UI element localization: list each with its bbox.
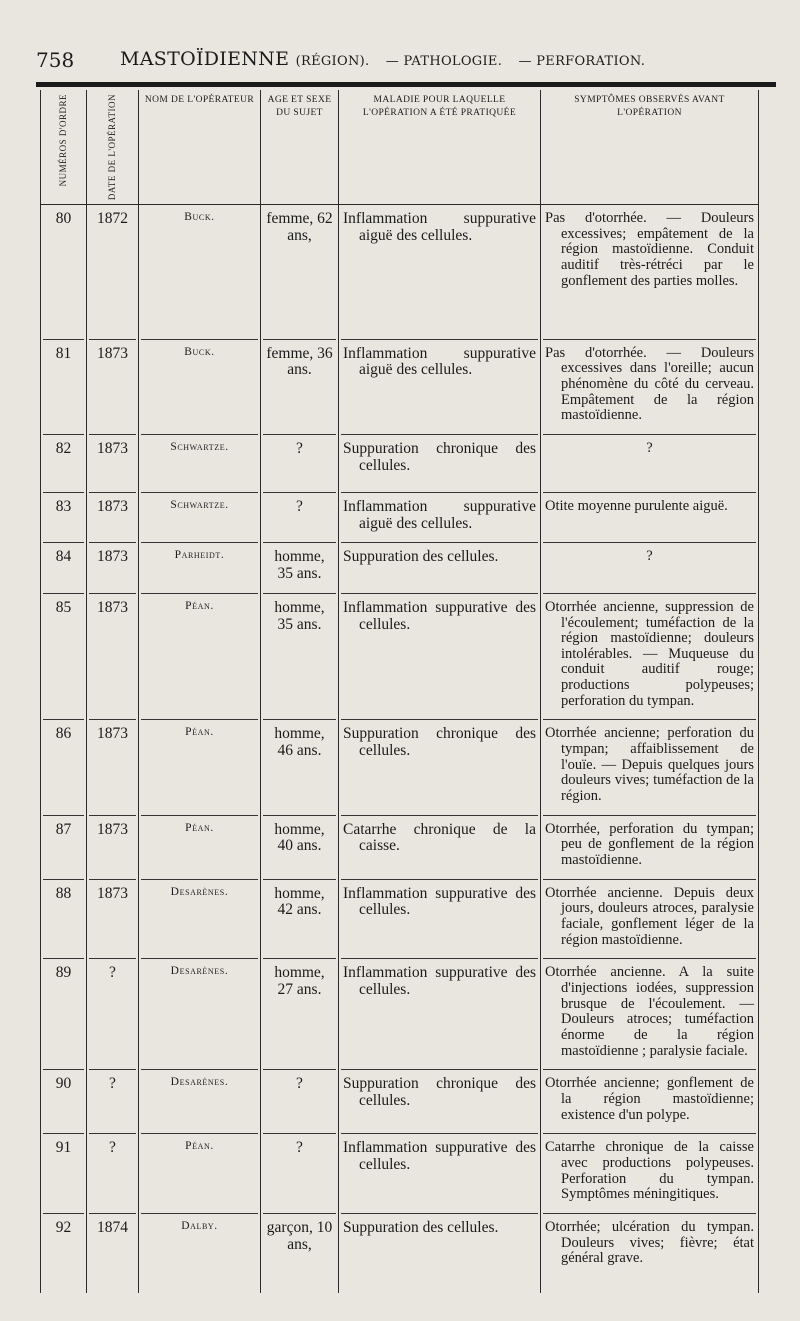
cell-numero: 91 [41, 1127, 87, 1207]
cell-symptomes: Otorrhée ancienne; gonflement de la région mastoïdienne; existence d'un polype. [541, 1063, 759, 1127]
table-row [41, 333, 759, 428]
cell-numero: 87 [41, 809, 87, 873]
cell-symptomes: ? [541, 536, 759, 586]
cell-operateur: Péan. [139, 587, 261, 714]
cell-date: 1873 [87, 809, 139, 873]
cell-maladie: Suppuration chronique des cellules. [339, 713, 541, 808]
table-row [41, 205, 759, 333]
table-row [41, 486, 759, 536]
cell-numero: 85 [41, 587, 87, 714]
page-number: 758 [36, 48, 75, 72]
cell-age-sexe: ? [261, 1063, 339, 1127]
cell-symptomes: ? [541, 428, 759, 486]
table-row [41, 1127, 759, 1207]
cell-numero: 88 [41, 873, 87, 953]
cell-maladie: Inflammation suppurative aiguë des cellules. [339, 205, 541, 333]
cell-operateur: Schwartze. [139, 486, 261, 536]
cell-date: 1873 [87, 333, 139, 428]
cell-symptomes: Catarrhe chronique de la caisse avec productions polypeuses. Perforation du tympan. Symptômes méningitiques. [541, 1127, 759, 1207]
top-rule [36, 82, 776, 87]
cell-age-sexe: homme, 46 ans. [261, 713, 339, 808]
cell-age-sexe: ? [261, 486, 339, 536]
cell-numero: 86 [41, 713, 87, 808]
cell-maladie: Inflammation suppurative des cellules. [339, 1127, 541, 1207]
cell-symptomes: Otorrhée ancienne. A la suite d'injections iodées, suppression brusque de l'écoulement. — Douleurs atroces; tuméfaction énorme de la région mastoïdienne ; paralysie faciale. [541, 952, 759, 1063]
table-row [41, 1207, 759, 1293]
cell-maladie: Inflammation suppurative des cellules. [339, 952, 541, 1063]
table-row [41, 713, 759, 808]
title-main: MASTOÏDIENNE [120, 48, 290, 70]
cell-maladie: Catarrhe chronique de la caisse. [339, 809, 541, 873]
cell-date: 1874 [87, 1207, 139, 1293]
cell-numero: 83 [41, 486, 87, 536]
cell-maladie: Inflammation suppurative aiguë des cellules. [339, 486, 541, 536]
table-row [41, 1063, 759, 1127]
cell-symptomes: Otite moyenne purulente aiguë. [541, 486, 759, 536]
cell-maladie: Suppuration des cellules. [339, 536, 541, 586]
col-header-age-sexe: AGE ET SEXE DU SUJET [261, 90, 339, 205]
cell-age-sexe: femme, 36 ans. [261, 333, 339, 428]
cell-symptomes: Pas d'otorrhée. — Douleurs excessives dans l'oreille; aucun phénomène du côté du cerveau. Empâtement de la région mastoïdienne. [541, 333, 759, 428]
cell-date: 1873 [87, 873, 139, 953]
cell-maladie: Inflammation suppurative des cellules. [339, 587, 541, 714]
cell-date: 1873 [87, 587, 139, 714]
cell-date: ? [87, 1127, 139, 1207]
cell-symptomes: Otorrhée ancienne; perforation du tympan; affaiblissement de l'ouïe. — Depuis quelques jours douleurs vives; tuméfaction de la région. [541, 713, 759, 808]
title-sub-pathologie: — PATHOLOGIE. [385, 54, 503, 69]
cell-operateur: Buck. [139, 333, 261, 428]
cell-age-sexe: ? [261, 428, 339, 486]
cell-date: ? [87, 952, 139, 1063]
col-header-date: DATE DE L'OPÉRATION [87, 90, 139, 205]
cell-age-sexe: garçon, 10 ans, [261, 1207, 339, 1293]
col-header-operateur: NOM DE L'OPÉRATEUR [139, 90, 261, 205]
cell-date: ? [87, 1063, 139, 1127]
cell-operateur: Desarènes. [139, 1063, 261, 1127]
cell-age-sexe: homme, 40 ans. [261, 809, 339, 873]
col-header-numero: NUMÉROS D'ORDRE [41, 90, 87, 205]
cell-numero: 81 [41, 333, 87, 428]
cell-operateur: Schwartze. [139, 428, 261, 486]
cell-symptomes: Pas d'otorrhée. — Douleurs excessives; empâtement de la région mastoïdienne. Conduit auditif très-rétréci par le gonflement des parties molles. [541, 205, 759, 333]
cell-age-sexe: homme, 42 ans. [261, 873, 339, 953]
cell-numero: 80 [41, 205, 87, 333]
cell-numero: 90 [41, 1063, 87, 1127]
cell-age-sexe: ? [261, 1127, 339, 1207]
running-title [120, 48, 645, 70]
cell-symptomes: Otorrhée, perforation du tympan; peu de gonflement de la région mastoïdienne. [541, 809, 759, 873]
cell-date: 1872 [87, 205, 139, 333]
operations-table [40, 90, 759, 1293]
cell-symptomes: Otorrhée; ulcération du tympan. Douleurs vives; fièvre; état général grave. [541, 1207, 759, 1293]
cell-maladie: Suppuration des cellules. [339, 1207, 541, 1293]
table-row [41, 536, 759, 586]
col-header-maladie: MALADIE POUR LAQUELLE L'OPÉRATION A ÉTÉ PRATIQUÉE [339, 90, 541, 205]
cell-age-sexe: femme, 62 ans, [261, 205, 339, 333]
table-row [41, 952, 759, 1063]
cell-maladie: Suppuration chronique des cellules. [339, 428, 541, 486]
cell-numero: 92 [41, 1207, 87, 1293]
table-row [41, 587, 759, 714]
cell-symptomes: Otorrhée ancienne, suppression de l'écoulement; tuméfaction de la région mastoïdienne; douleurs intolérables. — Muqueuse du conduit auditif rouge; productions polypeuses; perforation du tympan. [541, 587, 759, 714]
cell-operateur: Parheidt. [139, 536, 261, 586]
cell-date: 1873 [87, 428, 139, 486]
cell-operateur: Buck. [139, 205, 261, 333]
cell-date: 1873 [87, 486, 139, 536]
cell-age-sexe: homme, 35 ans. [261, 587, 339, 714]
cell-operateur: Dalby. [139, 1207, 261, 1293]
col-header-symptomes: SYMPTÔMES OBSERVÉS AVANT L'OPÉRATION [541, 90, 759, 205]
cell-maladie: Inflammation suppurative des cellules. [339, 873, 541, 953]
table-row [41, 809, 759, 873]
cell-date: 1873 [87, 536, 139, 586]
table-row [41, 428, 759, 486]
cell-date: 1873 [87, 713, 139, 808]
cell-age-sexe: homme, 35 ans. [261, 536, 339, 586]
title-region: (RÉGION). [295, 54, 370, 69]
cell-age-sexe: homme, 27 ans. [261, 952, 339, 1063]
cell-operateur: Desarènes. [139, 952, 261, 1063]
cell-operateur: Desarènes. [139, 873, 261, 953]
cell-maladie: Inflammation suppurative aiguë des cellules. [339, 333, 541, 428]
cell-operateur: Péan. [139, 809, 261, 873]
table-header-row [41, 90, 759, 205]
table-row [41, 873, 759, 953]
title-sub-perforation: — PERFORATION. [518, 54, 646, 69]
cell-numero: 89 [41, 952, 87, 1063]
cell-operateur: Péan. [139, 713, 261, 808]
cell-numero: 82 [41, 428, 87, 486]
page-header [36, 46, 776, 76]
cell-maladie: Suppuration chronique des cellules. [339, 1063, 541, 1127]
cell-numero: 84 [41, 536, 87, 586]
cell-symptomes: Otorrhée ancienne. Depuis deux jours, douleurs atroces, paralysie faciale, gonflement léger de la région mastoïdienne. [541, 873, 759, 953]
cell-operateur: Péan. [139, 1127, 261, 1207]
